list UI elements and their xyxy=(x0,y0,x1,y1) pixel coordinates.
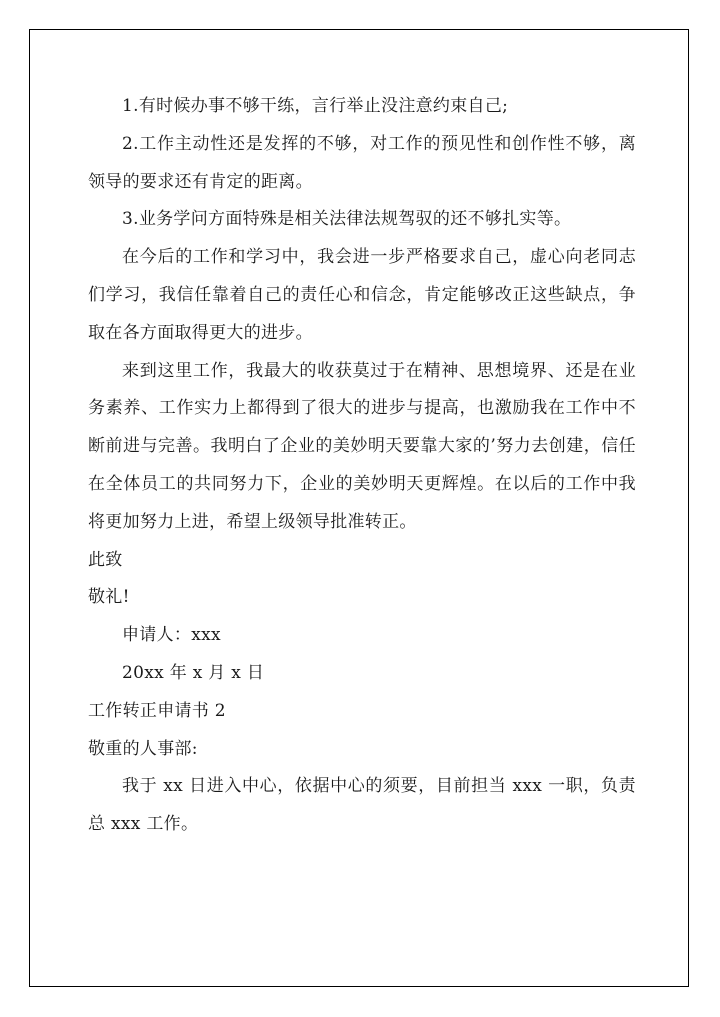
section-title-2: 工作转正申请书 2 xyxy=(88,700,226,721)
paragraph-shortcoming-3: 3.业务学问方面特殊是相关法律法规驾驭的还不够扎实等。 xyxy=(122,209,572,230)
salutation-cizhi: 此致 xyxy=(88,549,123,570)
paragraph-shortcoming-2: 2.工作主动性还是发挥的不够，对工作的预见性和创作性不够，离领导的要求还有肯定的距离。 xyxy=(88,133,636,192)
paragraph-shortcoming-1: 1.有时候办事不够干练，言行举止没注意约束自己; xyxy=(122,96,509,116)
paragraph-gains: 来到这里工作，我最大的收获莫过于在精神、思想境界、还是在业务素养、工作实力上都得到了很大的进步与提高，也激励我在工作中不断前进与完善。我明白了企业的美妙明天要靠大家的’努力去创建，信任在全体员工的共同努力下，企业的美妙明天更辉煌。在以后的工作中我将更加努力上进，希望上级领导批准转正。 xyxy=(88,360,636,532)
paragraph-future-plan: 在今后的工作和学习中，我会进一步严格要求自己，虚心向老同志们学习，我信任靠着自己的责任心和信念，肯定能够改正这些缺点，争取在各方面取得更大的进步。 xyxy=(88,247,636,343)
applicant-signature: 申请人：xxx xyxy=(122,625,221,646)
salutation-jingli: 敬礼! xyxy=(88,587,130,608)
greeting-hr: 敬重的人事部: xyxy=(88,738,198,759)
application-date: 20xx 年 x 月 x 日 xyxy=(122,662,265,683)
document-body xyxy=(88,88,636,844)
paragraph-intro-2: 我于 xx 日进入中心，依据中心的须要，目前担当 xxx 一职，负责总 xxx 工作。 xyxy=(88,776,636,835)
